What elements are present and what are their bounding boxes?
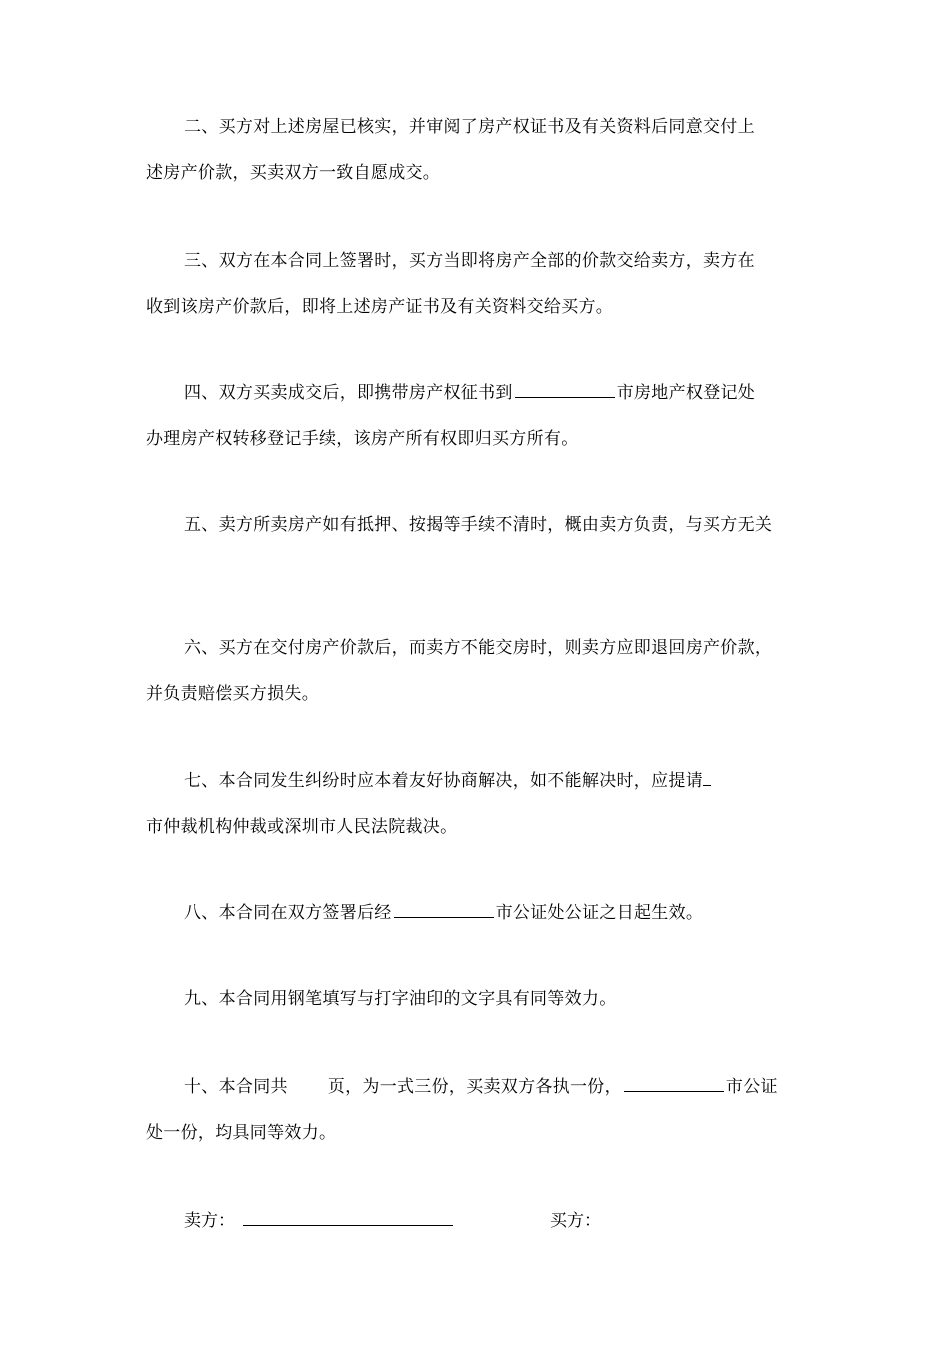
seller-signature-line[interactable]	[243, 1205, 453, 1226]
clause-3-line-1: 三、双方在本合同上签署时，买方当即将房产全部的价款交给卖方，卖方在	[184, 251, 755, 271]
clause-10-line-2: 处一份，均具同等效力。	[146, 1123, 337, 1143]
clause-7-text: 七、本合同发生纠纷时应本着友好协商解决，如不能解决时，应提请	[184, 771, 703, 791]
clause-10	[146, 1064, 810, 1156]
clause-8-line-1	[146, 890, 810, 936]
clause-4-text-after-blank: 市房地产权登记处	[616, 383, 756, 403]
clause-8-text-before-blank: 八、本合同在双方签署后经	[184, 903, 392, 923]
clause-8-text-after-blank: 市公证处公证之日起生效。	[495, 903, 704, 923]
arbitration-city-blank[interactable]	[703, 765, 711, 786]
buyer-label: 买方：	[550, 1211, 601, 1231]
clause-2	[146, 104, 810, 196]
seller-label: 卖方：	[184, 1211, 235, 1231]
clause-6-line-2: 并负责赔偿买方损失。	[146, 684, 319, 704]
clause-9-line-1: 九、本合同用钢笔填写与打字油印的文字具有同等效力。	[184, 989, 617, 1009]
city-blank[interactable]	[515, 377, 615, 398]
clause-9	[146, 976, 810, 1022]
seller-signature	[184, 1198, 453, 1244]
clause-3	[146, 238, 810, 330]
clause-7-line-1	[146, 758, 810, 804]
clause-4-line-2: 办理房产权转移登记手续，该房产所有权即归买方所有。	[146, 429, 579, 449]
clause-4-text-before-blank: 四、双方买卖成交后，即携带房产权征书到	[184, 383, 513, 403]
clause-5-line-1: 五、卖方所卖房产如有抵押、按揭等手续不清时，概由卖方负责，与买方无关	[184, 515, 773, 535]
clause-10-text-a: 十、本合同共	[184, 1077, 288, 1097]
clause-6-line-1: 六、买方在交付房产价款后，而卖方不能交房时，则卖方应即退回房产价款，	[184, 638, 773, 658]
clause-7-line-2: 市仲裁机构仲裁或深圳市人民法院裁决。	[146, 817, 458, 837]
clause-7	[146, 758, 810, 850]
clause-10-text-b: 页，为一式三份，买卖双方各执一份，	[327, 1077, 622, 1097]
notary-city-blank[interactable]	[394, 897, 494, 918]
clause-8	[146, 890, 810, 936]
clause-10-text-c: 市公证	[725, 1077, 778, 1097]
notary-office-blank[interactable]	[624, 1071, 724, 1092]
clause-6	[146, 625, 810, 717]
clause-2-line-1: 二、买方对上述房屋已核实，并审阅了房产权证书及有关资料后同意交付上	[184, 117, 755, 137]
clause-4	[146, 370, 810, 462]
buyer-signature	[550, 1198, 601, 1244]
clause-3-line-2: 收到该房产价款后，即将上述房产证书及有关资料交给买方。	[146, 297, 614, 317]
clause-5	[146, 502, 810, 548]
clause-2-line-2: 述房产价款，买卖双方一致自愿成交。	[146, 163, 441, 183]
clause-4-line-1	[146, 370, 810, 416]
clause-10-line-1	[146, 1064, 810, 1110]
